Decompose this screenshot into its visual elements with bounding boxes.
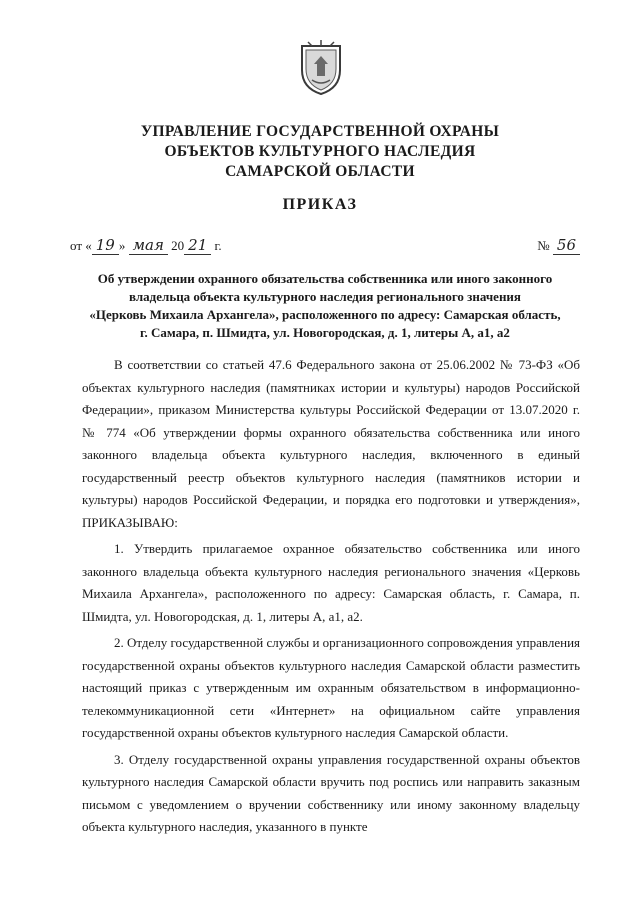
organization-name bbox=[0, 122, 640, 182]
subject-line-2: владельца объекта культурного наследия регионального значения bbox=[129, 289, 521, 304]
number-handwritten: 56 bbox=[553, 236, 580, 255]
order-date bbox=[70, 236, 222, 254]
coat-of-arms-emblem bbox=[298, 40, 344, 96]
subject-line-3: «Церковь Михаила Архангела», расположенного по адресу: Самарская область, bbox=[89, 307, 561, 322]
paragraph-2: 2. Отделу государственной службы и организационного сопровождения управления государственной охраны объектов культурного наследия Самарской области разместить настоящий приказ с утвержденным им охранным обязательством в информационно-телекоммуникационной сети «Интернет» на официальном сайте управления государственной охраны объектов культурного наследия Самарской области. bbox=[82, 635, 580, 740]
paragraph-1: 1. Утвердить прилагаемое охранное обязательство собственника или иного законного владельца объекта культурного наследия регионального значения «Церковь Михаила Архангела», расположенного по адресу: Самарская область, г. Самара, п. Шмидта, ул. Новогородская, д. 1, литеры А, а1, а2. bbox=[82, 541, 580, 624]
org-line-1: УПРАВЛЕНИЕ ГОСУДАРСТВЕННОЙ ОХРАНЫ bbox=[140, 123, 500, 140]
date-day-handwritten: 19 bbox=[92, 236, 119, 255]
date-month-handwritten: мая bbox=[129, 236, 168, 255]
date-mid: » bbox=[118, 238, 129, 253]
order-body bbox=[82, 354, 580, 843]
date-prefix: от « bbox=[70, 238, 92, 253]
intro-paragraph: В соответствии со статьей 47.6 Федерального закона от 25.06.2002 № 73-ФЗ «Об объектах культурного наследия (памятниках истории и культуры) народов Российской Федерации», приказом Министерства культуры Российской Федерации от 13.07.2020 г. № 774 «Об утверждении формы охранного обязательства собственника или иного законного владельца объекта культурного наследия, включенного в единый государственный реестр объектов культурного наследия (памятников истории и культуры) народов Российской Федерации, и порядка его подготовки и утверждения», ПРИКАЗЫВАЮ: bbox=[82, 357, 580, 530]
date-year-handwritten: 21 bbox=[184, 236, 211, 255]
date-number-row bbox=[70, 232, 580, 256]
date-suffix: г. bbox=[211, 238, 222, 253]
org-line-3: САМАРСКОЙ ОБЛАСТИ bbox=[225, 163, 415, 180]
subject-line-4: г. Самара, п. Шмидта, ул. Новогородская, д. 1, литеры А, а1, а2 bbox=[140, 325, 510, 340]
order-subject bbox=[70, 270, 580, 342]
date-year-prefix: 20 bbox=[167, 238, 185, 253]
document-type-title: ПРИКАЗ bbox=[282, 196, 358, 213]
number-label: № bbox=[537, 238, 553, 253]
subject-line-1: Об утверждении охранного обязательства собственника или иного законного bbox=[97, 271, 553, 286]
org-line-2: ОБЪЕКТОВ КУЛЬТУРНОГО НАСЛЕДИЯ bbox=[164, 143, 476, 160]
order-number bbox=[537, 236, 580, 254]
paragraph-3: 3. Отделу государственной охраны управления государственной охраны объектов культурного наследия Самарской области вручить под роспись или направить заказным письмом с уведомлением о вручении собственнику или иному законному владельцу объекта культурного наследия, указанного в пункте bbox=[82, 751, 580, 834]
